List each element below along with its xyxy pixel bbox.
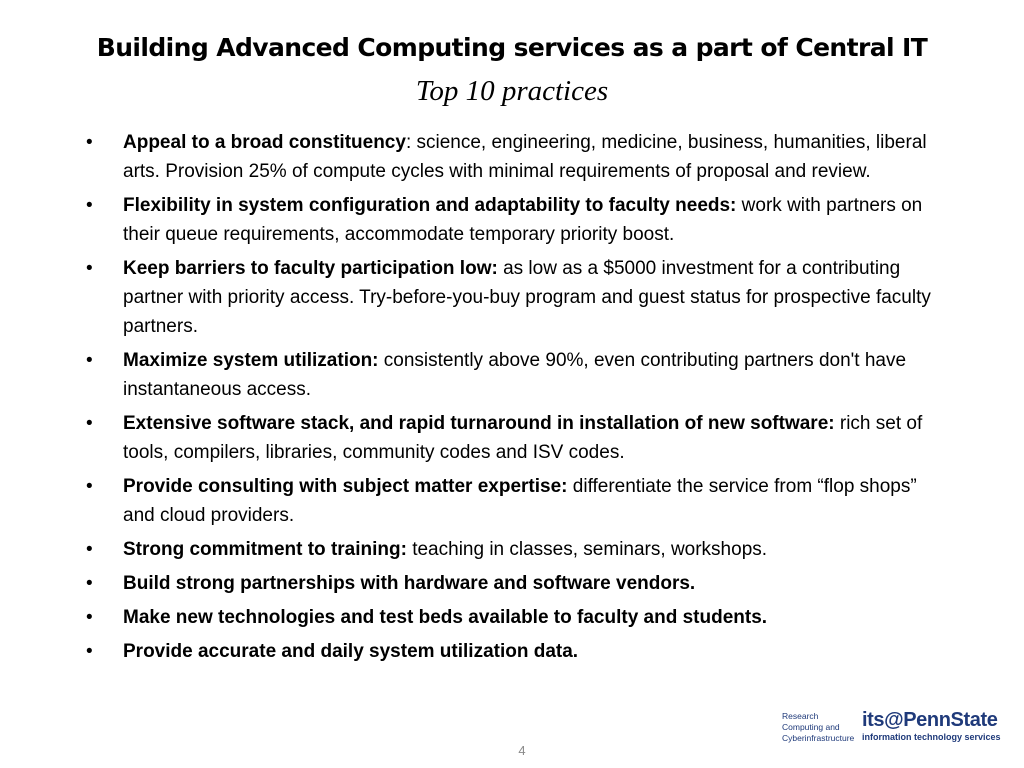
bullet-lead: Provide consulting with subject matter expertise:: [123, 476, 568, 497]
bullet-lead: Extensive software stack, and rapid turnaround in installation of new software:: [123, 413, 835, 434]
list-item: [86, 128, 931, 186]
list-item: [86, 191, 931, 249]
research-computing-logo: [782, 711, 858, 744]
bullet-text: : science, engineering, medicine, business, humanities, liberal arts. Provision 25% of compute cycles with minimal requirements of proposal and review.: [123, 132, 927, 182]
bullet-marker: •: [86, 476, 93, 497]
bullet-text: work with partners on their queue requirements, accommodate temporary priority boost.: [123, 195, 923, 245]
bullet-marker: •: [86, 195, 93, 216]
bullet-marker: •: [86, 641, 93, 662]
bullet-text: consistently above 90%, even contributing partners don't have instantaneous access.: [123, 350, 907, 400]
bullet-lead: Maximize system utilization:: [123, 350, 379, 371]
page-number: 4: [518, 743, 526, 758]
practice-list: [86, 128, 931, 671]
list-item: [86, 569, 931, 598]
bullet-marker: •: [86, 132, 93, 153]
bullet-lead: Make new technologies and test beds available to faculty and students.: [123, 607, 768, 628]
slide-title: Building Advanced Computing services as a part of Central IT: [96, 33, 928, 62]
list-item: [86, 346, 931, 404]
bullet-marker: •: [86, 607, 93, 628]
list-item: [86, 472, 931, 530]
list-item: [86, 603, 931, 632]
bullet-text: rich set of tools, compilers, libraries, community codes and ISV codes.: [123, 413, 923, 463]
list-item: [86, 254, 931, 341]
its-logo-tagline: information technology services: [862, 732, 1001, 742]
rc-logo-line: Computing and: [782, 722, 840, 732]
bullet-lead: Build strong partnerships with hardware and software vendors.: [123, 573, 696, 594]
bullet-text: as low as a $5000 investment for a contributing partner with priority access. Try-before-you-buy program and guest status for prospective faculty partners.: [123, 258, 931, 337]
bullet-lead: Strong commitment to training:: [123, 539, 407, 560]
bullet-lead: Keep barriers to faculty participation low:: [123, 258, 498, 279]
its-logo-name: its@PennState: [862, 709, 998, 731]
bullet-marker: •: [86, 413, 93, 434]
bullet-lead: Provide accurate and daily system utilization data.: [123, 641, 579, 662]
bullet-marker: •: [86, 539, 93, 560]
list-item: [86, 637, 931, 666]
slide-subtitle: Top 10 practices: [415, 75, 609, 107]
list-item: [86, 409, 931, 467]
its-pennstate-logo: [862, 709, 1004, 743]
rc-logo-line: Cyberinfrastructure: [782, 733, 855, 743]
rc-logo-line: Research: [782, 711, 819, 721]
bullet-lead: Flexibility in system configuration and adaptability to faculty needs:: [123, 195, 737, 216]
bullet-marker: •: [86, 350, 93, 371]
bullet-marker: •: [86, 258, 93, 279]
list-item: [86, 535, 931, 564]
bullet-text: teaching in classes, seminars, workshops.: [406, 539, 768, 560]
bullet-text: differentiate the service from “flop shops” and cloud providers.: [123, 476, 917, 526]
bullet-marker: •: [86, 573, 93, 594]
bullet-lead: Appeal to a broad constituency: [123, 132, 406, 153]
